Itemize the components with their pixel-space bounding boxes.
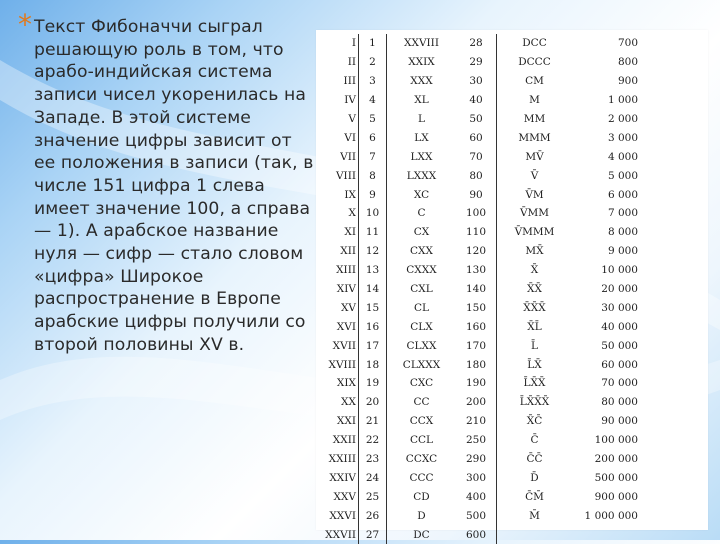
- table-cell-arabic-2: 190: [465, 377, 487, 390]
- table-cell-arabic-2: 170: [465, 339, 487, 352]
- table-cell-roman-1: XIV: [336, 283, 356, 296]
- table-cell-roman-3: [496, 525, 572, 544]
- table-cell-arabic-1: 2: [358, 53, 386, 72]
- table-cell-roman-2: CL: [386, 298, 456, 317]
- table-cell-arabic-2: 180: [465, 358, 487, 371]
- table-cell-arabic-3: 1 000: [607, 94, 638, 107]
- table-cell-arabic-1: 27: [358, 525, 386, 544]
- table-cell-arabic-1: 4: [358, 91, 386, 110]
- table-cell-roman-2: LX: [386, 128, 456, 147]
- table-cell-roman-3: X̄L̄: [496, 317, 572, 336]
- table-cell-roman-1: III: [343, 75, 356, 88]
- table-cell-roman-2: CCX: [386, 412, 456, 431]
- table-cell-roman-2: CC: [386, 393, 456, 412]
- table-cell-arabic-1: 6: [358, 128, 386, 147]
- table-cell-arabic-1: 3: [358, 72, 386, 91]
- table-cell-arabic-3: 10 000: [601, 264, 638, 277]
- table-cell-arabic-2: 400: [465, 490, 487, 503]
- table-cell-roman-3: L̄X̄X̄: [496, 374, 572, 393]
- table-cell-arabic-3: 9 000: [607, 245, 638, 258]
- table-cell-roman-1: I: [351, 37, 356, 50]
- table-cell-arabic-3: 20 000: [601, 283, 638, 296]
- table-cell-roman-3: MX̄: [496, 242, 572, 261]
- table-cell-roman-1: XVI: [336, 320, 356, 333]
- numeral-table-image: [316, 30, 708, 541]
- numeral-table: [320, 34, 708, 544]
- table-cell-arabic-3: 4 000: [607, 150, 638, 163]
- table-cell-roman-1: VII: [340, 150, 356, 163]
- table-cell-roman-2: DC: [386, 525, 456, 544]
- table-cell-arabic-3: 900 000: [594, 490, 638, 503]
- table-cell-roman-3: V̄: [496, 166, 572, 185]
- table-cell-arabic-2: 40: [469, 94, 483, 107]
- table-cell-roman-2: CLXX: [386, 336, 456, 355]
- table-cell-arabic-1: 13: [358, 261, 386, 280]
- slide-body: [18, 8, 318, 357]
- table-cell-arabic-3: 500 000: [594, 471, 638, 484]
- table-cell-roman-1: V: [348, 113, 356, 125]
- table-cell-roman-2: CLX: [386, 317, 456, 336]
- table-cell-roman-2: CXX: [386, 242, 456, 261]
- table-cell-arabic-2: 160: [465, 320, 487, 333]
- table-cell-roman-2: XC: [386, 185, 456, 204]
- table-cell-roman-3: V̄MM: [496, 204, 572, 223]
- table-cell-arabic-1: 14: [358, 280, 386, 299]
- table-cell-arabic-3: 800: [617, 56, 638, 69]
- table-cell-roman-2: XXX: [386, 72, 456, 91]
- table-cell-roman-3: X̄X̄: [496, 280, 572, 299]
- table-cell-arabic-2: 100: [465, 207, 487, 220]
- table-cell-roman-1: II: [347, 56, 356, 69]
- table-cell-roman-1: XVIII: [328, 358, 356, 371]
- table-cell-arabic-3: 700: [617, 37, 638, 50]
- table-cell-roman-2: CD: [386, 487, 456, 506]
- table-cell-arabic-3: 2 000: [607, 113, 638, 125]
- table-cell-roman-3: X̄X̄X̄: [496, 298, 572, 317]
- table-cell-arabic-2: 150: [465, 301, 487, 314]
- table-cell-roman-3: L̄: [496, 336, 572, 355]
- table-cell-roman-2: L: [386, 110, 456, 129]
- table-cell-arabic-1: 5: [358, 110, 386, 129]
- table-cell-arabic-3: 6 000: [607, 188, 638, 201]
- table-cell-roman-1: VI: [344, 131, 356, 144]
- table-cell-arabic-2: 70: [469, 150, 483, 163]
- table-cell-arabic-2: 300: [465, 471, 487, 484]
- table-cell-arabic-2: 500: [465, 509, 487, 522]
- table-cell-roman-3: DCC: [496, 34, 572, 53]
- table-cell-arabic-2: 60: [469, 131, 483, 144]
- table-cell-arabic-1: 22: [358, 431, 386, 450]
- table-cell-arabic-1: 9: [358, 185, 386, 204]
- table-cell-roman-1: XII: [340, 245, 356, 258]
- table-cell-roman-3: D̄: [496, 468, 572, 487]
- table-cell-roman-1: VIII: [335, 169, 356, 182]
- table-cell-arabic-2: 50: [469, 113, 483, 125]
- table-cell-roman-3: X̄: [496, 261, 572, 280]
- table-cell-roman-3: CM: [496, 72, 572, 91]
- table-cell-arabic-1: 17: [358, 336, 386, 355]
- table-cell-roman-3: X̄C̄: [496, 412, 572, 431]
- table-cell-arabic-1: 15: [358, 298, 386, 317]
- table-cell-roman-3: M̄: [496, 506, 572, 525]
- table-cell-arabic-1: 25: [358, 487, 386, 506]
- table-cell-arabic-3: 60 000: [601, 358, 638, 371]
- table-cell-roman-2: CXXX: [386, 261, 456, 280]
- table-cell-roman-3: L̄X̄X̄X̄: [496, 393, 572, 412]
- table-cell-roman-1: XXVII: [325, 528, 356, 541]
- table-cell-arabic-3: 900: [617, 75, 638, 88]
- table-cell-arabic-1: 16: [358, 317, 386, 336]
- table-cell-roman-1: XXI: [336, 415, 356, 428]
- table-cell-roman-2: CCXC: [386, 450, 456, 469]
- table-cell-arabic-2: 28: [469, 37, 483, 50]
- table-cell-roman-3: C̄C̄: [496, 450, 572, 469]
- bullet-icon: *: [18, 8, 32, 41]
- table-cell-arabic-1: 24: [358, 468, 386, 487]
- table-cell-arabic-1: 10: [358, 204, 386, 223]
- table-cell-arabic-3: 1 000 000: [584, 509, 638, 522]
- table-cell-roman-1: XI: [344, 226, 356, 239]
- table-cell-roman-1: XXII: [332, 434, 356, 447]
- table-cell-roman-2: CCC: [386, 468, 456, 487]
- table-cell-roman-3: DCCC: [496, 53, 572, 72]
- table-cell-arabic-1: 7: [358, 147, 386, 166]
- table-cell-arabic-3: 8 000: [607, 226, 638, 239]
- table-cell-roman-3: MMM: [496, 128, 572, 147]
- table-cell-roman-3: C̄M̄: [496, 487, 572, 506]
- table-cell-arabic-1: 19: [358, 374, 386, 393]
- table-cell-arabic-1: 12: [358, 242, 386, 261]
- table-cell-arabic-3: 30 000: [601, 301, 638, 314]
- table-cell-roman-1: XV: [340, 301, 356, 314]
- table-cell-arabic-2: 110: [465, 226, 487, 239]
- table-cell-arabic-1: 20: [358, 393, 386, 412]
- table-cell-roman-1: XIII: [336, 264, 356, 277]
- table-cell-arabic-3: 5 000: [607, 169, 638, 182]
- table-cell-roman-2: CLXXX: [386, 355, 456, 374]
- table-cell-arabic-1: 11: [358, 223, 386, 242]
- table-cell-arabic-2: 29: [469, 56, 483, 69]
- table-cell-roman-3: L̄X̄: [496, 355, 572, 374]
- table-cell-roman-2: LXX: [386, 147, 456, 166]
- table-cell-arabic-2: 30: [469, 75, 483, 88]
- table-cell-roman-3: MV̄: [496, 147, 572, 166]
- table-cell-roman-2: CXC: [386, 374, 456, 393]
- table-cell-roman-3: M: [496, 91, 572, 110]
- table-cell-roman-2: XXVIII: [386, 34, 456, 53]
- table-cell-roman-2: CX: [386, 223, 456, 242]
- table-cell-arabic-3: 7 000: [607, 207, 638, 220]
- table-cell-roman-3: V̄M: [496, 185, 572, 204]
- table-cell-arabic-1: 8: [358, 166, 386, 185]
- table-cell-roman-2: D: [386, 506, 456, 525]
- table-cell-arabic-2: 250: [465, 434, 487, 447]
- table-cell-roman-2: XL: [386, 91, 456, 110]
- table-cell-arabic-1: 26: [358, 506, 386, 525]
- table-cell-roman-3: V̄MMM: [496, 223, 572, 242]
- table-cell-arabic-1: 1: [358, 34, 386, 53]
- table-cell-roman-2: XXIX: [386, 53, 456, 72]
- table-cell-roman-2: LXXX: [386, 166, 456, 185]
- table-cell-arabic-3: [572, 525, 642, 544]
- table-cell-roman-1: XIX: [336, 377, 356, 390]
- slide-paragraph: Текст Фибоначчи сыграл решающую роль в том, что арабо-индийская система записи чисел укоренилась на Западе. В этой системе значение цифры зависит от ее положения в записи (так, в числе 151 цифра 1 слева имеет значение 100, а справа — 1). А арабское название нуля — сифр — стало словом «цифра» Широкое распространение в Европе арабские цифры получили со второй половины XV в.: [34, 17, 314, 355]
- table-cell-arabic-2: 130: [465, 264, 487, 277]
- table-cell-roman-1: IX: [344, 188, 356, 201]
- table-cell-arabic-2: 120: [465, 245, 487, 258]
- table-cell-roman-1: XXV: [333, 490, 356, 503]
- table-cell-arabic-3: 50 000: [601, 339, 638, 352]
- table-cell-roman-1: XX: [341, 396, 356, 409]
- table-cell-arabic-3: 200 000: [594, 453, 638, 466]
- table-cell-arabic-3: 40 000: [601, 320, 638, 333]
- table-cell-arabic-2: 140: [465, 283, 487, 296]
- table-cell-roman-1: XXIV: [329, 471, 356, 484]
- table-cell-arabic-3: 80 000: [601, 396, 638, 409]
- table-cell-arabic-3: 100 000: [594, 434, 638, 447]
- table-cell-roman-1: IV: [344, 94, 356, 107]
- table-cell-roman-1: XXIII: [328, 453, 356, 466]
- table-cell-roman-3: C̄: [496, 431, 572, 450]
- table-cell-roman-1: X: [348, 207, 356, 220]
- table-cell-roman-2: C: [386, 204, 456, 223]
- table-cell-arabic-2: 290: [465, 453, 487, 466]
- table-cell-roman-2: CCL: [386, 431, 456, 450]
- table-cell-roman-2: CXL: [386, 280, 456, 299]
- table-cell-arabic-2: 200: [465, 396, 487, 409]
- table-cell-arabic-1: 21: [358, 412, 386, 431]
- table-cell-roman-1: XVII: [332, 339, 356, 352]
- table-cell-arabic-1: 23: [358, 450, 386, 469]
- table-cell-roman-3: MM: [496, 110, 572, 129]
- table-cell-arabic-2: 600: [465, 528, 487, 541]
- table-cell-arabic-3: 3 000: [607, 131, 638, 144]
- table-cell-arabic-3: 70 000: [601, 377, 638, 390]
- table-cell-arabic-3: 90 000: [601, 415, 638, 428]
- table-cell-arabic-2: 90: [469, 188, 483, 201]
- table-cell-arabic-2: 80: [469, 169, 483, 182]
- table-cell-arabic-2: 210: [465, 415, 487, 428]
- table-cell-roman-1: XXVI: [329, 509, 356, 522]
- table-cell-arabic-1: 18: [358, 355, 386, 374]
